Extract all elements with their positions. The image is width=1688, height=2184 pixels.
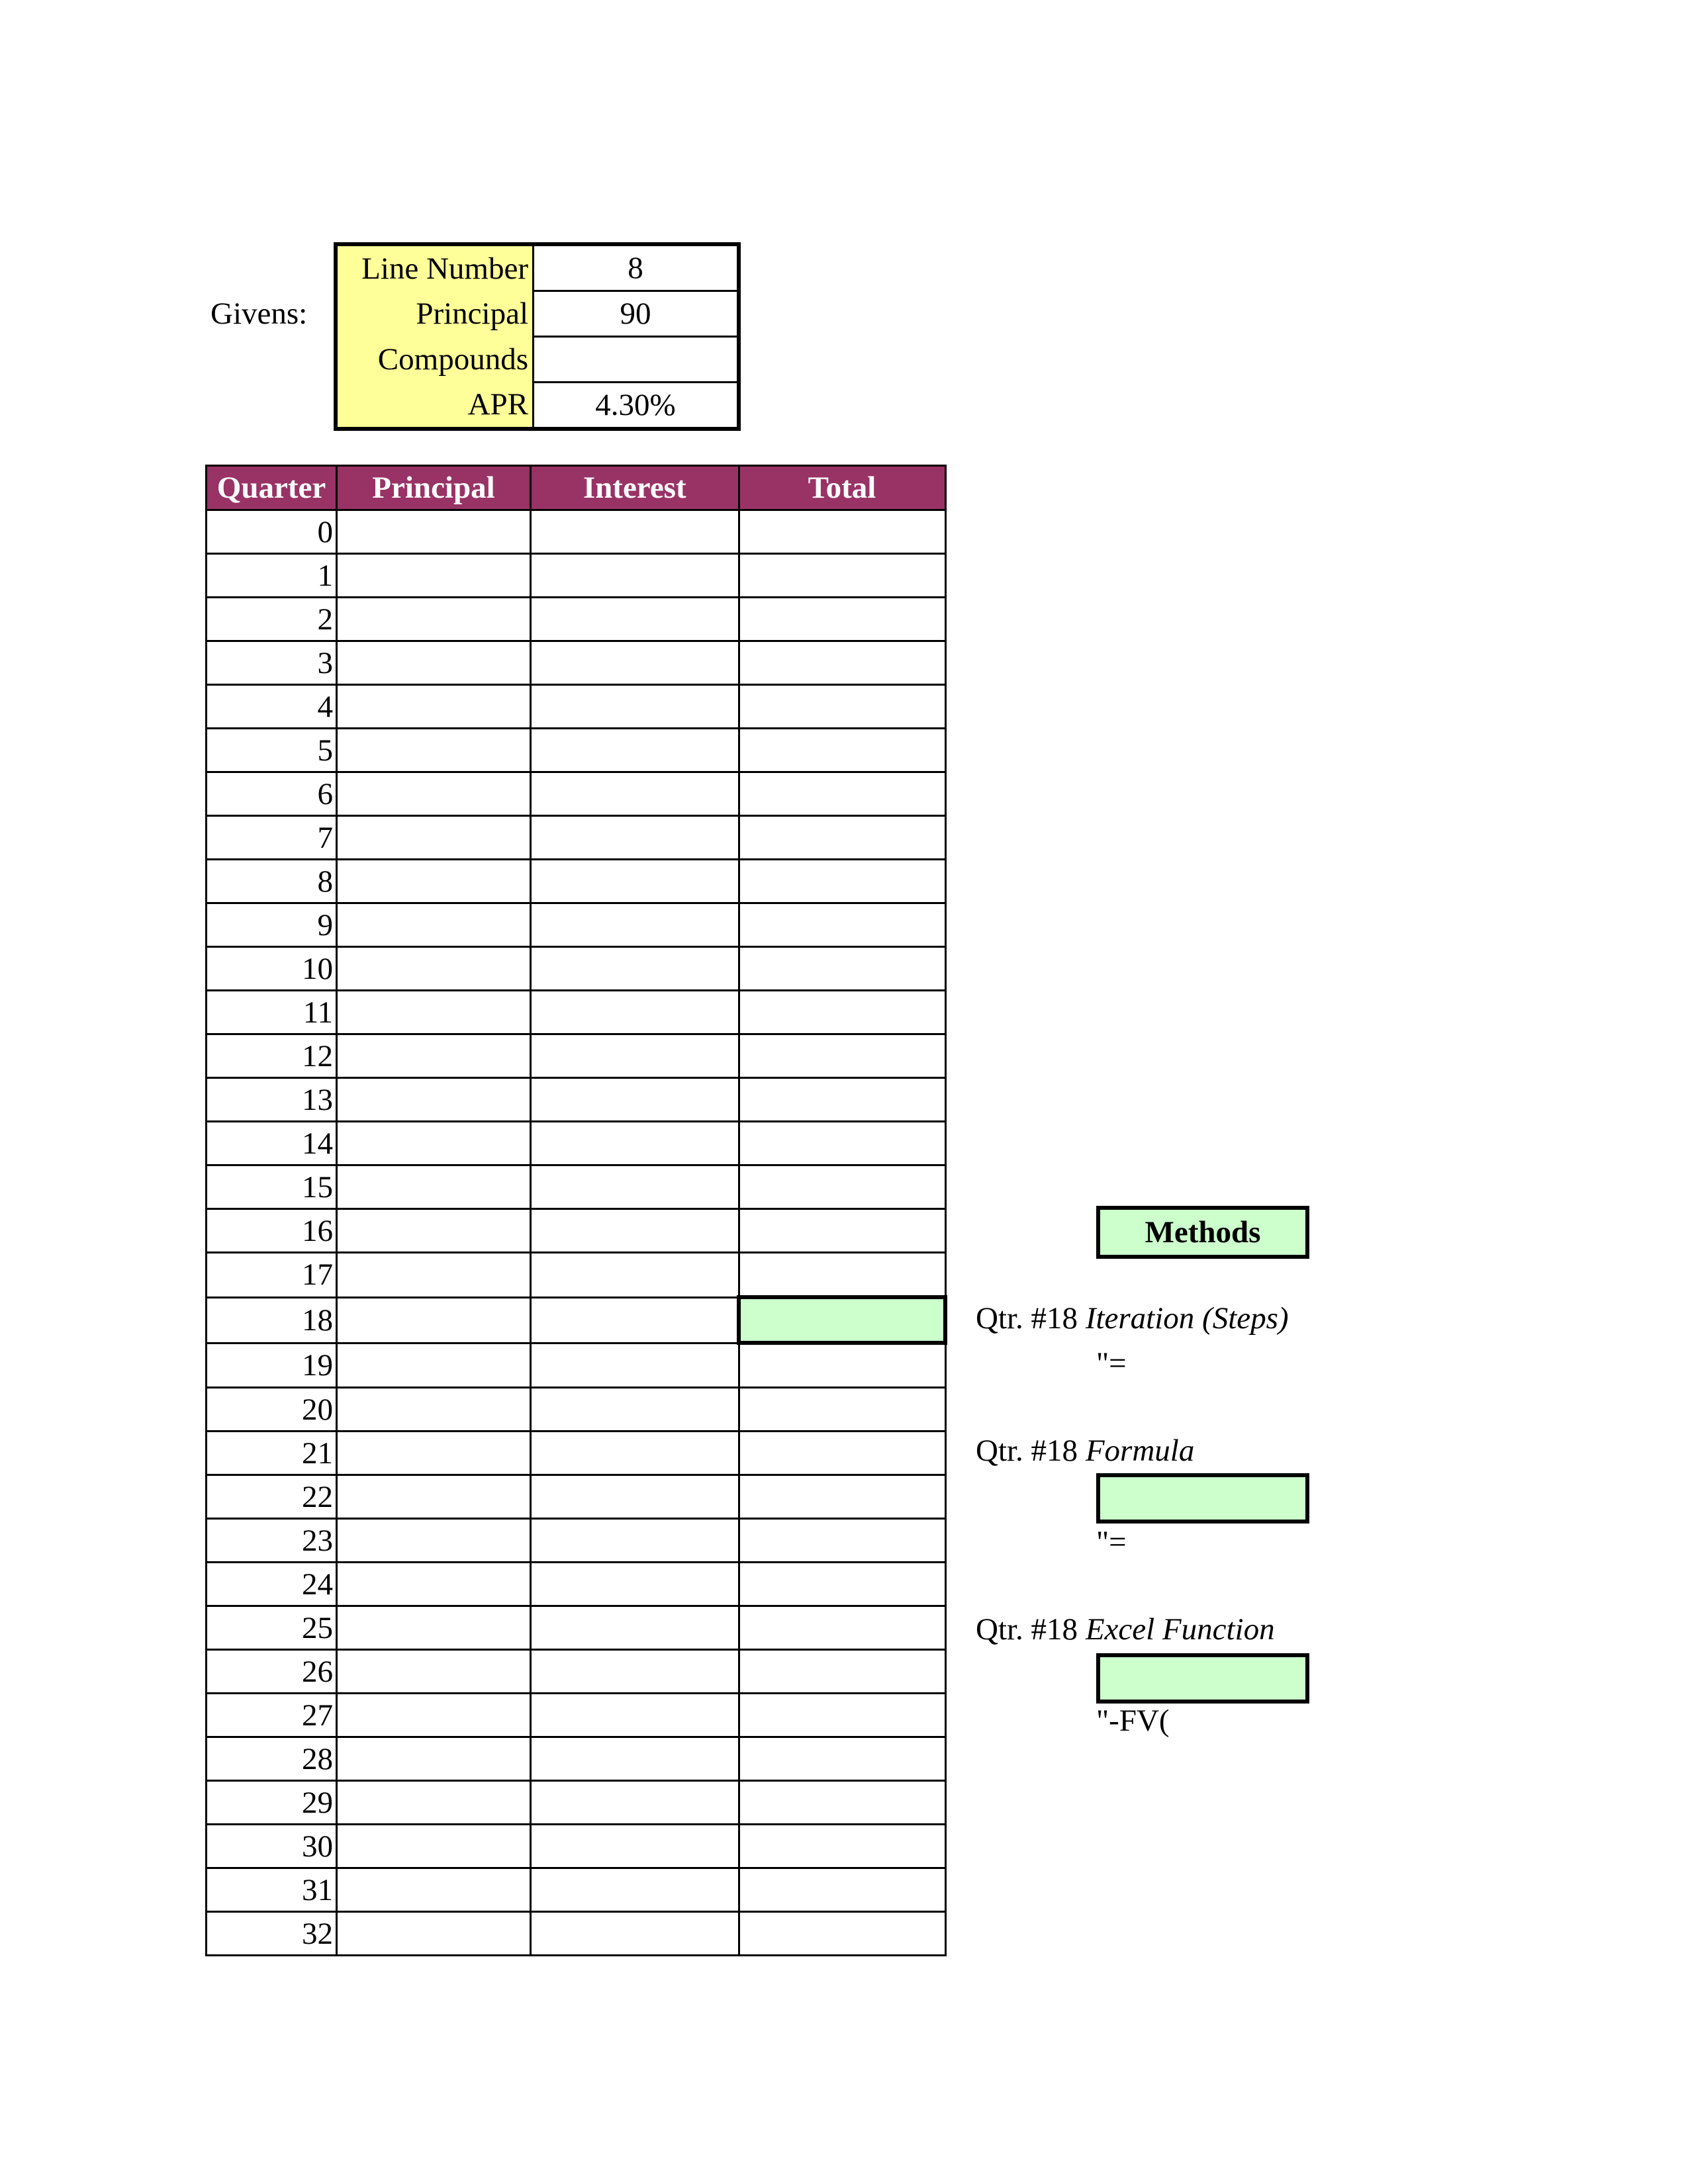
- quarter-cell: 13: [207, 1078, 337, 1122]
- interest-cell[interactable]: [531, 1606, 739, 1650]
- principal-cell[interactable]: [337, 641, 531, 685]
- table-row: [207, 1868, 946, 1912]
- quarter-cell: 24: [207, 1563, 337, 1606]
- principal-cell[interactable]: [337, 903, 531, 947]
- table-row: [207, 729, 946, 772]
- givens-label: Givens:: [211, 296, 308, 331]
- total-cell[interactable]: [739, 510, 945, 554]
- interest-cell[interactable]: [531, 729, 739, 772]
- table-row: [207, 947, 946, 991]
- principal-cell[interactable]: [337, 1165, 531, 1209]
- quarter-cell: 8: [207, 860, 337, 903]
- interest-cell[interactable]: [531, 816, 739, 860]
- total-cell[interactable]: [739, 729, 945, 772]
- quarter-cell: 18: [207, 1297, 337, 1343]
- interest-cell[interactable]: [531, 991, 739, 1034]
- table-row: [207, 1912, 946, 1956]
- principal-cell[interactable]: [337, 1825, 531, 1868]
- header-interest: Interest: [531, 466, 739, 510]
- principal-cell[interactable]: [337, 1297, 531, 1343]
- total-cell[interactable]: [739, 1388, 945, 1432]
- givens-row-label: APR: [336, 383, 534, 430]
- total-cell[interactable]: [739, 1650, 945, 1694]
- interest-cell[interactable]: [531, 1432, 739, 1475]
- formula-label: Formula: [1085, 1433, 1195, 1468]
- interest-cell[interactable]: [531, 1343, 739, 1388]
- excel-heading: [976, 1610, 1275, 1649]
- principal-cell[interactable]: [337, 772, 531, 816]
- quarter-cell: 16: [207, 1209, 337, 1253]
- total-cell[interactable]: [739, 1694, 945, 1737]
- total-cell[interactable]: [739, 1034, 945, 1078]
- quarter-cell: 25: [207, 1606, 337, 1650]
- table-row: [207, 772, 946, 816]
- givens-table: [334, 242, 741, 431]
- givens-row: [336, 244, 739, 291]
- principal-cell[interactable]: [337, 1343, 531, 1388]
- total-cell[interactable]: [739, 1781, 945, 1825]
- quarter-table: [205, 465, 947, 1956]
- quarter-cell: 7: [207, 816, 337, 860]
- principal-cell[interactable]: [337, 510, 531, 554]
- table-row: [207, 1694, 946, 1737]
- total-cell[interactable]: [739, 1825, 945, 1868]
- principal-cell[interactable]: [337, 1209, 531, 1253]
- total-cell[interactable]: [739, 554, 945, 598]
- interest-cell[interactable]: [531, 772, 739, 816]
- formula-answer-cell[interactable]: [1096, 1473, 1309, 1524]
- principal-cell[interactable]: [337, 947, 531, 991]
- table-row: [207, 685, 946, 729]
- formula-prefix: Qtr. #18: [976, 1433, 1078, 1468]
- table-row: [207, 641, 946, 685]
- principal-cell[interactable]: [337, 1078, 531, 1122]
- table-row: [207, 510, 946, 554]
- table-row: [207, 1078, 946, 1122]
- quarter-cell: 27: [207, 1694, 337, 1737]
- excel-label: Excel Function: [1085, 1612, 1275, 1647]
- quarter-cell: 15: [207, 1165, 337, 1209]
- table-row: [207, 1606, 946, 1650]
- principal-cell[interactable]: [337, 1034, 531, 1078]
- total-cell[interactable]: [739, 860, 945, 903]
- iteration-heading: [976, 1298, 1289, 1338]
- quarter-cell: 9: [207, 903, 337, 947]
- table-row: [207, 1781, 946, 1825]
- interest-cell[interactable]: [531, 1122, 739, 1165]
- table-row: [207, 598, 946, 641]
- table-row: [207, 1165, 946, 1209]
- principal-cell[interactable]: [337, 1868, 531, 1912]
- quarter-cell: 20: [207, 1388, 337, 1432]
- quarter-cell: 5: [207, 729, 337, 772]
- table-row: [207, 860, 946, 903]
- principal-cell[interactable]: [337, 1737, 531, 1781]
- table-row: [207, 1388, 946, 1432]
- table-row: [207, 1650, 946, 1694]
- quarter-cell: 4: [207, 685, 337, 729]
- principal-cell[interactable]: [337, 816, 531, 860]
- quarter-cell: 21: [207, 1432, 337, 1475]
- table-row: [207, 1737, 946, 1781]
- givens-row-value[interactable]: 4.30%: [534, 383, 739, 430]
- principal-cell[interactable]: [337, 1253, 531, 1298]
- interest-cell[interactable]: [531, 1388, 739, 1432]
- quarter-cell: 0: [207, 510, 337, 554]
- principal-cell[interactable]: [337, 1694, 531, 1737]
- interest-cell[interactable]: [531, 685, 739, 729]
- givens-row: [336, 291, 739, 337]
- total-cell[interactable]: [739, 1122, 945, 1165]
- excel-answer-cell[interactable]: [1096, 1653, 1309, 1704]
- table-row: [207, 1432, 946, 1475]
- interest-cell[interactable]: [531, 1912, 739, 1956]
- interest-cell[interactable]: [531, 1165, 739, 1209]
- total-cell[interactable]: [739, 1475, 945, 1519]
- table-row: [207, 1519, 946, 1563]
- excel-formula-text[interactable]: "-FV(: [1096, 1704, 1170, 1738]
- total-cell[interactable]: [739, 816, 945, 860]
- total-cell[interactable]: [739, 772, 945, 816]
- quarter-cell: 22: [207, 1475, 337, 1519]
- header-quarter: Quarter: [207, 466, 337, 510]
- quarter-cell: 14: [207, 1122, 337, 1165]
- methods-title: Methods: [1096, 1206, 1309, 1259]
- givens-row-value[interactable]: [534, 337, 739, 383]
- total-cell[interactable]: [739, 947, 945, 991]
- principal-cell[interactable]: [337, 1475, 531, 1519]
- total-cell[interactable]: [739, 1563, 945, 1606]
- quarter-cell: 29: [207, 1781, 337, 1825]
- table-row: [207, 1209, 946, 1253]
- principal-cell[interactable]: [337, 1432, 531, 1475]
- quarter-cell: 6: [207, 772, 337, 816]
- interest-cell[interactable]: [531, 641, 739, 685]
- table-row: [207, 1343, 946, 1388]
- quarter-cell: 12: [207, 1034, 337, 1078]
- principal-cell[interactable]: [337, 685, 531, 729]
- interest-cell[interactable]: [531, 947, 739, 991]
- total-cell[interactable]: [739, 1343, 945, 1388]
- total-cell[interactable]: [739, 1868, 945, 1912]
- table-row: [207, 816, 946, 860]
- principal-cell[interactable]: [337, 1388, 531, 1432]
- table-row: [207, 554, 946, 598]
- interest-cell[interactable]: [531, 1253, 739, 1298]
- quarter-cell: 10: [207, 947, 337, 991]
- quarter-cell: 31: [207, 1868, 337, 1912]
- total-cell[interactable]: [739, 1209, 945, 1253]
- interest-cell[interactable]: [531, 1694, 739, 1737]
- total-cell[interactable]: [739, 1253, 945, 1298]
- givens-row-label: Principal: [336, 291, 534, 337]
- total-cell[interactable]: [739, 685, 945, 729]
- interest-cell[interactable]: [531, 1078, 739, 1122]
- total-cell[interactable]: [739, 1297, 945, 1343]
- table-row: [207, 903, 946, 947]
- givens-row: [336, 337, 739, 383]
- principal-cell[interactable]: [337, 860, 531, 903]
- total-cell[interactable]: [739, 641, 945, 685]
- table-row: [207, 1253, 946, 1298]
- quarter-cell: 1: [207, 554, 337, 598]
- quarter-cell: 32: [207, 1912, 337, 1956]
- interest-cell[interactable]: [531, 1475, 739, 1519]
- iteration-label: Iteration (Steps): [1085, 1301, 1289, 1336]
- interest-cell[interactable]: [531, 1825, 739, 1868]
- formula-heading: [976, 1431, 1194, 1471]
- table-row: [207, 1034, 946, 1078]
- total-cell[interactable]: [739, 1432, 945, 1475]
- quarter-cell: 26: [207, 1650, 337, 1694]
- table-row: [207, 1297, 946, 1343]
- excel-prefix: Qtr. #18: [976, 1612, 1078, 1647]
- interest-cell[interactable]: [531, 1563, 739, 1606]
- table-row: [207, 1563, 946, 1606]
- interest-cell[interactable]: [531, 1034, 739, 1078]
- quarter-cell: 2: [207, 598, 337, 641]
- header-total: Total: [739, 466, 945, 510]
- interest-cell[interactable]: [531, 510, 739, 554]
- quarter-cell: 30: [207, 1825, 337, 1868]
- interest-cell[interactable]: [531, 1519, 739, 1563]
- total-cell[interactable]: [739, 903, 945, 947]
- principal-cell[interactable]: [337, 598, 531, 641]
- quarter-cell: 23: [207, 1519, 337, 1563]
- total-cell[interactable]: [739, 1912, 945, 1956]
- givens-row-label: Line Number: [336, 244, 534, 291]
- table-row: [207, 991, 946, 1034]
- formula-text[interactable]: "=: [1096, 1525, 1127, 1559]
- interest-cell[interactable]: [531, 1781, 739, 1825]
- quarter-cell: 17: [207, 1253, 337, 1298]
- interest-cell[interactable]: [531, 554, 739, 598]
- principal-cell[interactable]: [337, 554, 531, 598]
- interest-cell[interactable]: [531, 860, 739, 903]
- total-cell[interactable]: [739, 1606, 945, 1650]
- principal-cell[interactable]: [337, 729, 531, 772]
- principal-cell[interactable]: [337, 1519, 531, 1563]
- givens-row-value[interactable]: 8: [534, 244, 739, 291]
- interest-cell[interactable]: [531, 903, 739, 947]
- table-row: [207, 1475, 946, 1519]
- total-cell[interactable]: [739, 1165, 945, 1209]
- table-row: [207, 1825, 946, 1868]
- iteration-prefix: Qtr. #18: [976, 1301, 1078, 1336]
- interest-cell[interactable]: [531, 1297, 739, 1343]
- total-cell[interactable]: [739, 598, 945, 641]
- quarter-cell: 19: [207, 1343, 337, 1388]
- quarter-cell: 28: [207, 1737, 337, 1781]
- total-cell[interactable]: [739, 1737, 945, 1781]
- table-row: [207, 1122, 946, 1165]
- interest-cell[interactable]: [531, 598, 739, 641]
- givens-row: [336, 383, 739, 430]
- principal-cell[interactable]: [337, 1563, 531, 1606]
- principal-cell[interactable]: [337, 991, 531, 1034]
- givens-row-label: Compounds: [336, 337, 534, 383]
- iteration-formula[interactable]: "=: [1096, 1346, 1127, 1381]
- interest-cell[interactable]: [531, 1209, 739, 1253]
- principal-cell[interactable]: [337, 1650, 531, 1694]
- principal-cell[interactable]: [337, 1606, 531, 1650]
- total-cell[interactable]: [739, 1519, 945, 1563]
- interest-cell[interactable]: [531, 1868, 739, 1912]
- quarter-cell: 11: [207, 991, 337, 1034]
- interest-cell[interactable]: [531, 1737, 739, 1781]
- header-principal: Principal: [337, 466, 531, 510]
- principal-cell[interactable]: [337, 1781, 531, 1825]
- quarter-cell: 3: [207, 641, 337, 685]
- total-cell[interactable]: [739, 991, 945, 1034]
- interest-cell[interactable]: [531, 1650, 739, 1694]
- table-header-row: [207, 466, 946, 510]
- principal-cell[interactable]: [337, 1122, 531, 1165]
- principal-cell[interactable]: [337, 1912, 531, 1956]
- givens-row-value[interactable]: 90: [534, 291, 739, 337]
- total-cell[interactable]: [739, 1078, 945, 1122]
